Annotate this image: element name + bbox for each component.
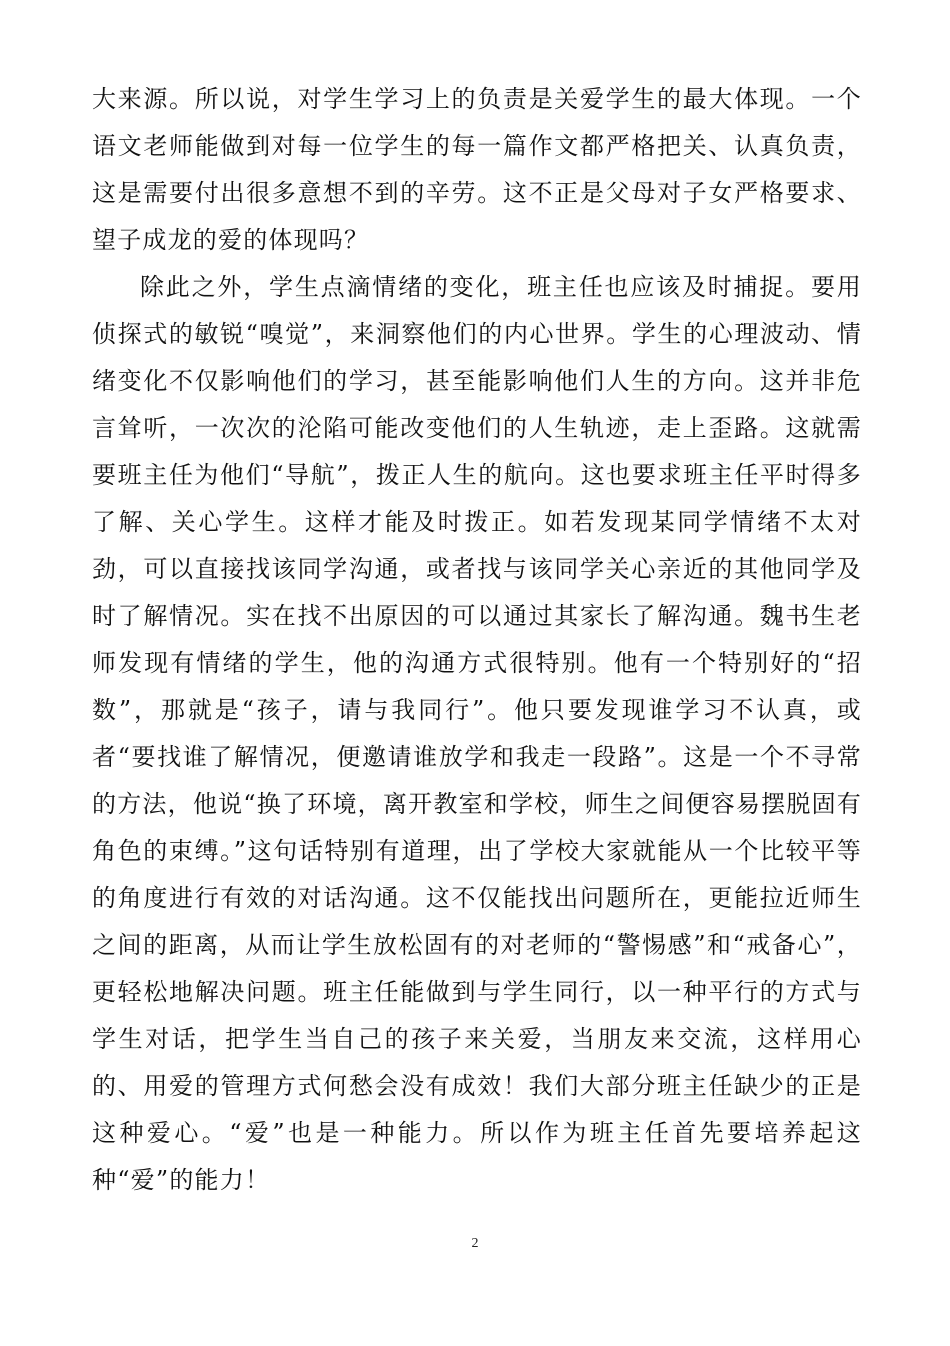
body-text (92, 76, 862, 1204)
page-number: 2 (471, 1236, 479, 1251)
paragraph-main: 除此之外，学生点滴情绪的变化，班主任也应该及时捕捉。要用侦探式的敏锐“嗅觉”，来洞察他们的内心世界。学生的心理波动、情绪变化不仅影响他们的学习，甚至能影响他们人生的方向。这并非危言耸听，一次次的沦陷可能改变他们的人生轨迹，走上歪路。这就需要班主任为他们“导航”，拨正人生的航向。这也要求班主任平时得多了解、关心学生。这样才能及时拨正。如若发现某同学情绪不太对劲，可以直接找该同学沟通，或者找与该同学关心亲近的其他同学及时了解情况。实在找不出原因的可以通过其家长了解沟通。魏书生老师发现有情绪的学生，他的沟通方式很特别。他有一个特别好的“招数”，那就是“孩子，请与我同行”。他只要发现谁学习不认真，或者“要找谁了解情况，便邀请谁放学和我走一段路”。这是一个不寻常的方法，他说“换了环境，离开教室和学校，师生之间便容易摆脱固有角色的束缚。”这句话特别有道理，出了学校大家就能从一个比较平等的角度进行有效的对话沟通。这不仅能找出问题所在，更能拉近师生之间的距离，从而让学生放松固有的对老师的“警惕感”和“戒备心”，更轻松地解决问题。班主任能做到与学生同行，以一种平行的方式与学生对话，把学生当自己的孩子来关爱，当朋友来交流，这样用心的、用爱的管理方式何愁会没有成效！我们大部分班主任缺少的正是这种爱心。“爱”也是一种能力。所以作为班主任首先要培养起这种“爱”的能力！ (92, 273, 862, 1194)
paragraph-continuation: 大来源。所以说，对学生学习上的负责是关爱学生的最大体现。一个语文老师能做到对每一位学生的每一篇作文都严格把关、认真负责，这是需要付出很多意想不到的辛劳。这不正是父母对子女严格要求、望子成龙的爱的体现吗？ (92, 85, 862, 254)
